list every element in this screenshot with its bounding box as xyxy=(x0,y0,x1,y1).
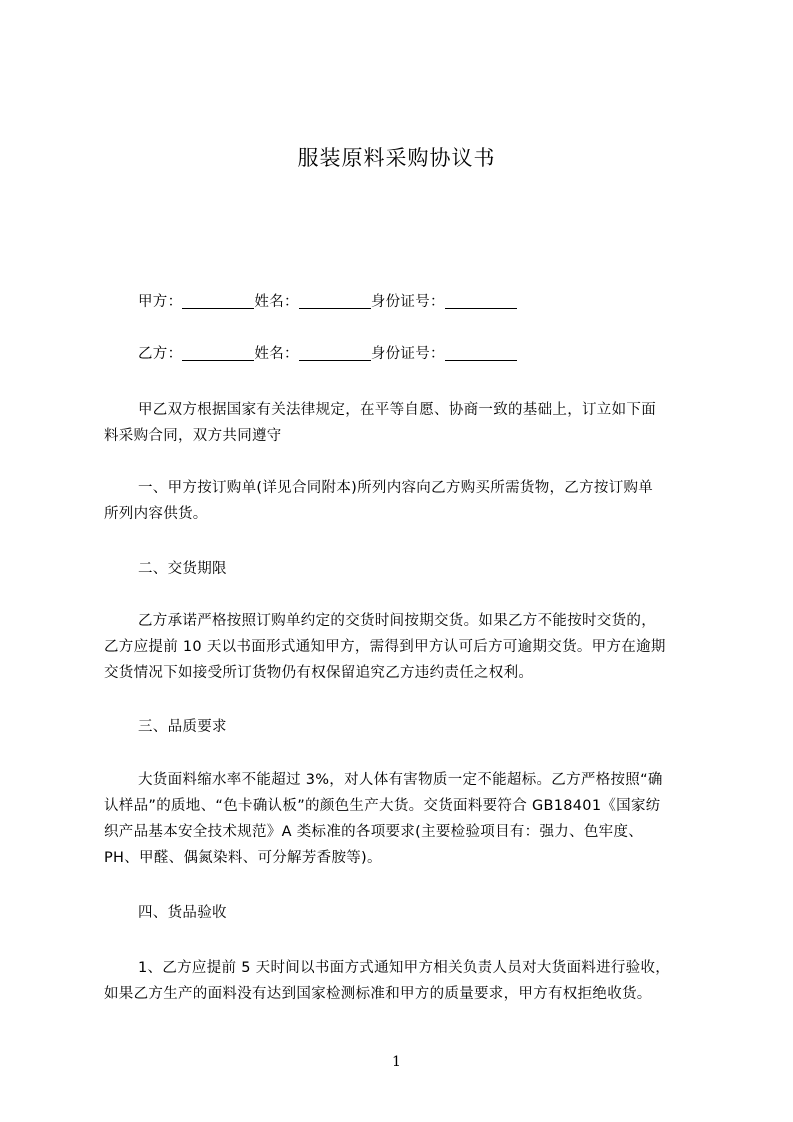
clause-3-line: 大货面料缩水率不能超过 3%，对人体有害物质一定不能超标。乙方严格按照“确 xyxy=(138,772,663,788)
clause-3-line: 织产品基本安全技术规范》A 类标准的各项要求(主要检验项目有：强力、色牢度、 xyxy=(104,824,644,840)
party-a-name-blank xyxy=(299,292,371,309)
party-b-line xyxy=(104,341,700,367)
page-number: 1 xyxy=(392,1054,401,1070)
section-3-heading: 三、品质要求 xyxy=(138,719,227,735)
clause-2-line: 乙方应提前 10 天以书面形式通知甲方，需得到甲方认可后方可逾期交货。甲方在逾期 xyxy=(104,639,666,655)
party-b-name-blank xyxy=(299,344,371,361)
section-4-heading-block xyxy=(104,900,700,926)
intro-paragraph xyxy=(104,397,700,449)
party-b-blank xyxy=(182,344,254,361)
party-b-name-label: 姓名： xyxy=(254,346,299,362)
section-3-heading-block xyxy=(104,714,700,740)
clause-2-paragraph xyxy=(104,608,700,686)
intro-line: 料采购合同，双方共同遵守 xyxy=(104,428,282,444)
clause-2-line: 乙方承诺严格按照订购单约定的交货时间按期交货。如果乙方不能按时交货的， xyxy=(138,613,656,629)
clause-4-line: 如果乙方生产的面料没有达到国家检测标准和甲方的质量要求，甲方有权拒绝收货。 xyxy=(104,986,652,1002)
party-b-id-blank xyxy=(445,344,517,361)
party-a-id-blank xyxy=(445,292,517,309)
clause-4-paragraph xyxy=(104,955,700,1007)
clause-1-paragraph xyxy=(104,475,700,527)
intro-line: 甲乙双方根据国家有关法律规定，在平等自愿、协商一致的基础上，订立如下面 xyxy=(138,402,656,418)
clause-2-line: 交货情况下如接受所订货物仍有权保留追究乙方违约责任之权利。 xyxy=(104,665,534,681)
section-2-heading-block xyxy=(104,556,700,582)
party-b-id-label: 身份证号： xyxy=(370,346,445,362)
section-2-heading: 二、交货期限 xyxy=(138,561,227,577)
clause-3-line: 认样品”的质地、“色卡确认板”的颜色生产大货。交货面料要符合 GB18401《国家纺 xyxy=(104,798,661,814)
clause-3-paragraph xyxy=(104,767,700,871)
party-a-blank xyxy=(182,292,254,309)
clause-1-line: 所列内容供货。 xyxy=(104,506,208,522)
section-4-heading: 四、货品验收 xyxy=(138,905,227,921)
clause-1-line: 一、甲方按订购单(详见合同附本)所列内容向乙方购买所需货物，乙方按订购单 xyxy=(138,480,654,496)
party-b-label: 乙方： xyxy=(138,346,183,362)
clause-4-line: 1、乙方应提前 5 天时间以书面方式通知甲方相关负责人员对大货面料进行验收， xyxy=(138,960,671,976)
clause-3-line: PH、甲醛、偶氮染料、可分解芳香胺等)。 xyxy=(104,850,382,866)
party-a-name-label: 姓名： xyxy=(254,294,299,310)
party-a-id-label: 身份证号： xyxy=(370,294,445,310)
document-title: 服装原料采购协议书 xyxy=(297,146,496,170)
party-a-label: 甲方： xyxy=(138,294,183,310)
party-a-line xyxy=(104,289,700,315)
